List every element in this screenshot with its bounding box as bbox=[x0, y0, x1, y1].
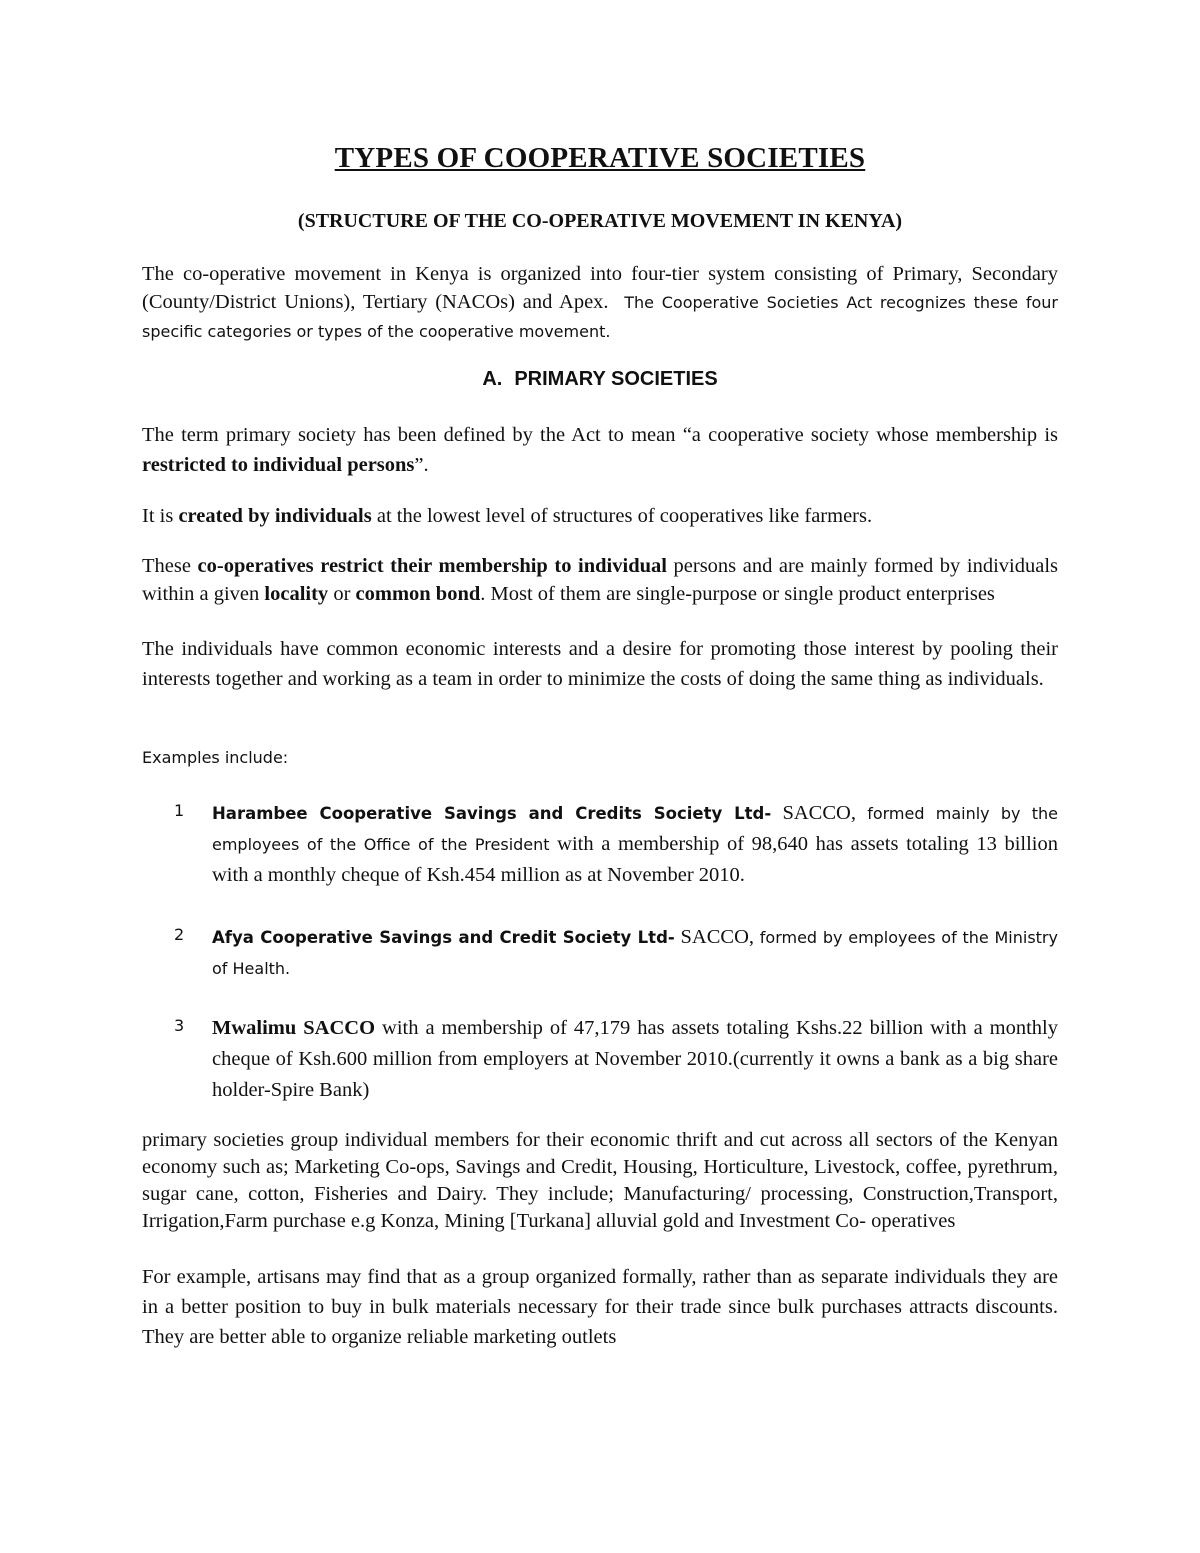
section-letter: A. bbox=[482, 368, 503, 390]
created-end: at the lowest level of structures of cooperatives like farmers. bbox=[371, 505, 873, 527]
sacco-label: SACCO, bbox=[674, 926, 755, 948]
membership-text-d: . Most of them are single-purpose or single product enterprises bbox=[480, 583, 995, 605]
membership-bold-2: locality bbox=[264, 583, 329, 605]
membership-text-c: or bbox=[328, 583, 356, 605]
list-item-body bbox=[212, 798, 1058, 891]
intro-paragraph bbox=[142, 260, 1058, 346]
definition-bold: restricted to individual persons bbox=[142, 454, 415, 476]
artisans-paragraph: For example, artisans may find that as a group organized formally, rather than as separate individuals they are in a better position to buy in bulk materials necessary for their trade since bulk purchases attracts discounts. They are better able to organize reliable marketing outlets bbox=[142, 1266, 1058, 1348]
sacco-label: SACCO, bbox=[771, 802, 856, 824]
society-description: formed by employees of the Ministry of Health. bbox=[212, 928, 1058, 978]
sectors-paragraph: primary societies group individual members for their economic thrift and cut across all sectors of the Kenyan economy such as; Marketing Co-ops, Savings and Credit, Housing, Horticulture, Livestock, coffee, pyrethrum, sugar cane, cotton, Fisheries and Dairy. They include; Manufacturing/ processing, Construction,Transport, Irrigation,Farm purchase e.g Konza, Mining [Turkana] alluvial gold and Investment Co- operatives bbox=[142, 1129, 1058, 1232]
section-heading bbox=[142, 368, 1058, 391]
definition-paragraph bbox=[142, 420, 1058, 480]
list-item-number: 1 bbox=[174, 801, 185, 820]
list-item-number: 2 bbox=[174, 925, 185, 944]
page-title: TYPES OF COOPERATIVE SOCIETIES bbox=[334, 142, 866, 174]
page-subtitle: (STRUCTURE OF THE CO-OPERATIVE MOVEMENT IN KENYA) bbox=[297, 210, 903, 232]
definition-text: The term primary society has been defined by the Act to mean “a cooperative society whose membership is bbox=[142, 424, 1058, 446]
examples-label: Examples include: bbox=[142, 748, 289, 767]
membership-text-a: These bbox=[142, 555, 198, 577]
list-item-body bbox=[212, 1013, 1058, 1106]
created-text: It is bbox=[142, 505, 179, 527]
society-details: with a membership of 47,179 has assets totaling Kshs.22 billion with a monthly cheque of Ksh.600 million from employers at November 2010.(currently it owns a bank as a big share holder-Spire Bank) bbox=[212, 1017, 1058, 1101]
society-description: formed mainly by the employees of the Office of the President bbox=[212, 804, 1059, 854]
membership-bold-1: co-operatives restrict their membership to individual bbox=[197, 555, 667, 577]
list-item-body bbox=[212, 922, 1058, 984]
created-bold: created by individuals bbox=[178, 505, 372, 527]
intro-serif-text: The co-operative movement in Kenya is organized into four-tier system consisting of Primary, Secondary (County/District Unions), Tertiary (NACOs) and Apex. bbox=[142, 263, 1058, 313]
interests-paragraph: The individuals have common economic interests and a desire for promoting those interest by pooling their interests together and working as a team in order to minimize the costs of doing the same thing as individuals. bbox=[142, 638, 1058, 690]
society-name: Mwalimu SACCO bbox=[212, 1017, 376, 1039]
membership-bold-3: common bond bbox=[355, 583, 481, 605]
society-details: with a membership of 98,640 has assets totaling 13 billion with a monthly cheque of Ksh.454 million as at November 2010. bbox=[212, 833, 1058, 886]
society-name: Harambee Cooperative Savings and Credits Society Ltd- bbox=[212, 804, 772, 823]
membership-paragraph bbox=[142, 552, 1058, 608]
definition-end: ”. bbox=[414, 454, 429, 476]
section-title: PRIMARY SOCIETIES bbox=[514, 368, 718, 390]
membership-text-b: persons and are mainly formed by individuals within a given bbox=[142, 555, 1058, 605]
created-paragraph bbox=[142, 502, 1058, 530]
intro-sans-text: The Cooperative Societies Act recognizes these four specific categories or types of the cooperative movement. bbox=[142, 293, 1058, 341]
list-item-number: 3 bbox=[174, 1016, 185, 1035]
society-name: Afya Cooperative Savings and Credit Society Ltd- bbox=[212, 928, 675, 947]
